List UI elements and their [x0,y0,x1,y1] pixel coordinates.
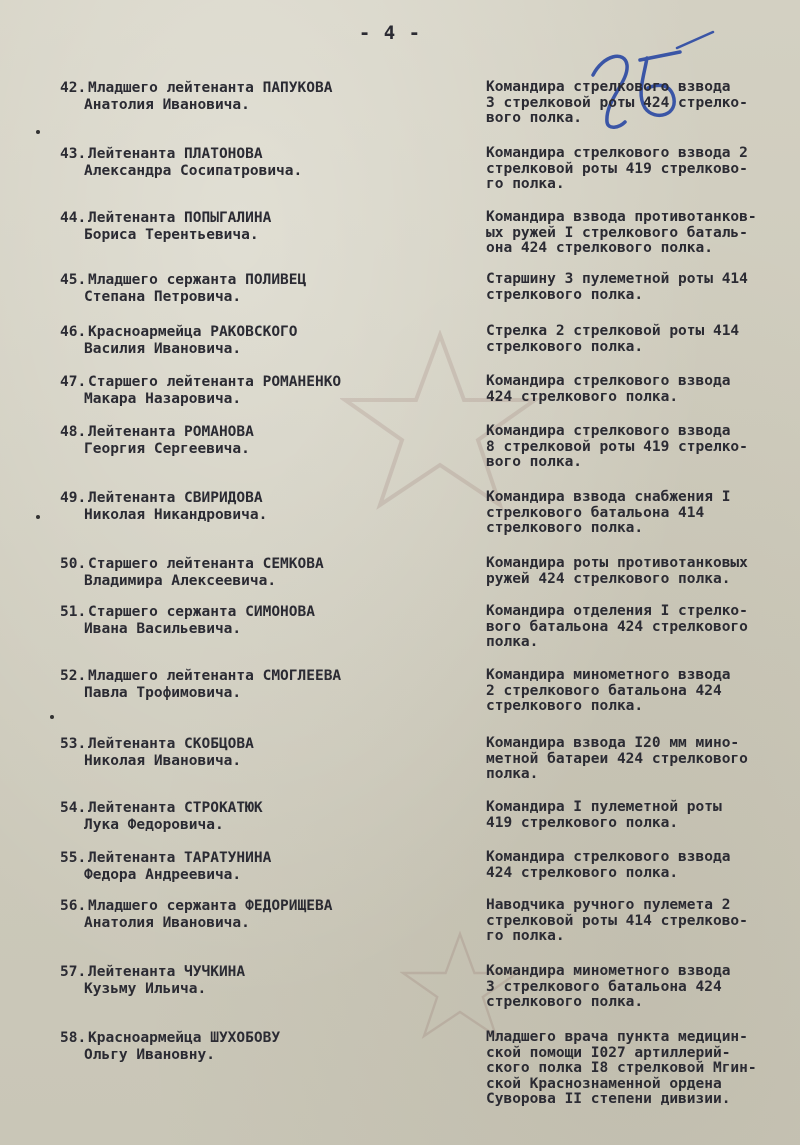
awardee-name [60,490,460,524]
rank-surname: Лейтенанта СТРОКАТЮК [88,800,263,816]
given-names: Ивана Васильевича. [84,621,242,637]
awardee-position: Командира взвода I20 мм мино- метной батареи 424 стрелкового полка. [486,735,748,782]
rank-surname: Младшего лейтенанта СМОГЛЕЕВА [88,668,342,684]
entry-number: 47. [60,374,87,390]
ink-dot [36,130,40,134]
awardee-position: Старшину 3 пулеметной роты 414 стрелкового полка. [486,271,748,303]
ink-dot [50,715,54,719]
awardee-name [60,898,460,932]
awardee-position: Командира отделения I стрелко- вого батальона 424 стрелкового полка. [486,603,748,650]
entry-number: 53. [60,736,87,752]
rank-surname: Лейтенанта ПОПЫГАЛИНА [88,210,272,226]
rank-surname: Младшего лейтенанта ПАПУКОВА [88,80,333,96]
awardee-position: Командира стрелкового взвода 2 стрелковой роты 419 стрелково- го полка. [486,145,748,192]
entry-number: 52. [60,668,87,684]
rank-surname: Лейтенанта СКОБЦОВА [88,736,254,752]
awardee-position: Стрелка 2 стрелковой роты 414 стрелкового полка. [486,323,740,355]
entry-number: 58. [60,1030,87,1046]
awardee-position: Командира минометного взвода 2 стрелкового батальона 424 стрелкового полка. [486,667,731,714]
given-names: Николая Ивановича. [84,753,242,769]
given-names: Кузьму Ильича. [84,981,207,997]
given-names: Бориса Терентьевича. [84,227,259,243]
awardee-name [60,556,460,590]
entry-number: 49. [60,490,87,506]
given-names: Анатолия Ивановича. [84,915,250,931]
awardee-position: Командира стрелкового взвода 8 стрелковой роты 419 стрелко- вого полка. [486,423,748,470]
rank-surname: Старшего лейтенанта СЕМКОВА [88,556,324,572]
ink-dot [36,515,40,519]
given-names: Николая Никандровича. [84,507,268,523]
rank-surname: Младшего сержанта ПОЛИВЕЦ [88,272,307,288]
given-names: Василия Ивановича. [84,341,242,357]
entry-number: 46. [60,324,87,340]
rank-surname: Лейтенанта ЧУЧКИНА [88,964,246,980]
given-names: Павла Трофимовича. [84,685,242,701]
awardee-name [60,324,460,358]
awardee-name [60,604,460,638]
awardee-name [60,374,460,408]
awardee-name [60,1030,460,1064]
entry-number: 51. [60,604,87,620]
entry-number: 42. [60,80,87,96]
given-names: Анатолия Ивановича. [84,97,250,113]
awardee-position: Командира роты противотанковых ружей 424 стрелкового полка. [486,555,748,587]
rank-surname: Старшего лейтенанта РОМАНЕНКО [88,374,342,390]
awardee-name [60,210,460,244]
rank-surname: Красноармейца ШУХОБОВУ [88,1030,281,1046]
awardee-name [60,850,460,884]
entry-number: 56. [60,898,87,914]
awardee-position: Младшего врача пункта медицин- ской помощи I027 артиллерий- ского полка I8 стрелковой Мгин- ской Краснознаменной ордена Суворова II степени дивизии. [486,1029,757,1107]
entry-number: 50. [60,556,87,572]
given-names: Федора Андреевича. [84,867,242,883]
rank-surname: Младшего сержанта ФЕДОРИЩЕВА [88,898,333,914]
awardee-name [60,736,460,770]
awardee-position: Командира минометного взвода 3 стрелкового батальона 424 стрелкового полка. [486,963,731,1010]
entry-number: 43. [60,146,87,162]
awardee-position: Наводчика ручного пулемета 2 стрелковой роты 414 стрелково- го полка. [486,897,748,944]
awardee-position: Командира взвода противотанков- ых ружей I стрелкового баталь- она 424 стрелкового полка. [486,209,757,256]
entry-number: 44. [60,210,87,226]
given-names: Владимира Алексеевича. [84,573,277,589]
awardee-name [60,964,460,998]
awardee-position: Командира I пулеметной роты 419 стрелкового полка. [486,799,722,831]
rank-surname: Красноармейца РАКОВСКОГО [88,324,298,340]
rank-surname: Лейтенанта СВИРИДОВА [88,490,263,506]
awardee-position: Командира стрелкового взвода 424 стрелкового полка. [486,373,731,405]
entry-number: 45. [60,272,87,288]
awardee-position: Командира стрелкового взвода 3 стрелковой роты 424 стрелко- вого полка. [486,79,748,126]
given-names: Степана Петровича. [84,289,242,305]
entry-number: 55. [60,850,87,866]
awardee-position: Командира стрелкового взвода 424 стрелкового полка. [486,849,731,881]
rank-surname: Лейтенанта ПЛАТОНОВА [88,146,263,162]
entry-number: 48. [60,424,87,440]
awardee-name [60,800,460,834]
awardee-position: Командира взвода снабжения I стрелкового батальона 414 стрелкового полка. [486,489,731,536]
given-names: Георгия Сергеевича. [84,441,250,457]
page-number: - 4 - [358,22,422,44]
rank-surname: Лейтенанта ТАРАТУНИНА [88,850,272,866]
given-names: Макара Назаровича. [84,391,242,407]
given-names: Александра Сосипатровича. [84,163,303,179]
given-names: Лука Федоровича. [84,817,224,833]
entry-number: 57. [60,964,87,980]
awardee-name [60,668,460,702]
entry-number: 54. [60,800,87,816]
awardee-name [60,424,460,458]
rank-surname: Старшего сержанта СИМОНОВА [88,604,315,620]
awardee-name [60,80,460,114]
rank-surname: Лейтенанта РОМАНОВА [88,424,254,440]
awardee-name [60,146,460,180]
awardee-name [60,272,460,306]
given-names: Ольгу Ивановну. [84,1047,215,1063]
